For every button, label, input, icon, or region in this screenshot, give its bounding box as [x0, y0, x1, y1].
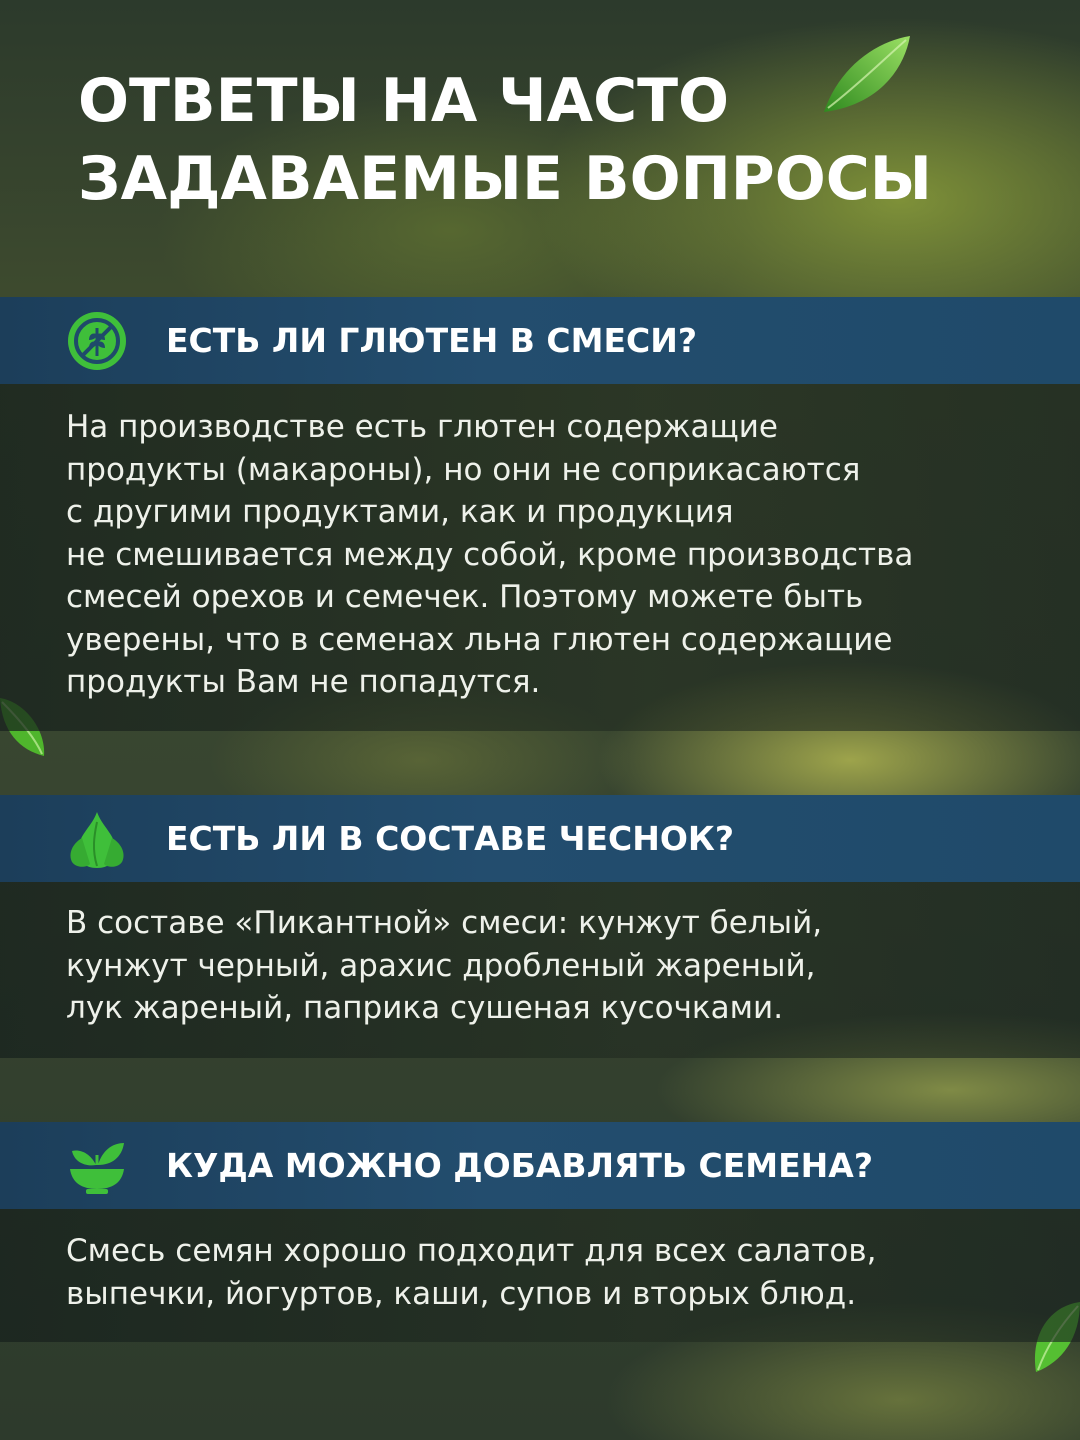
- faq-answer-1: [66, 406, 1056, 704]
- page-title-line-2: ЗАДАВАЕМЫЕ ВОПРОСЫ: [78, 144, 932, 214]
- faq-question-2: ЕСТЬ ЛИ В СОСТАВЕ ЧЕСНОК?: [166, 819, 735, 858]
- answer-line: кунжут черный, арахис дробленый жареный,: [66, 947, 816, 984]
- faq-answer-panel-3: [0, 1209, 1080, 1342]
- answer-line: с другими продуктами, как и продукция: [66, 494, 734, 530]
- leaf-icon: [818, 30, 918, 120]
- faq-answer-3: [66, 1230, 1056, 1315]
- faq-answer-panel-2: [0, 882, 1080, 1058]
- answer-line: смесей орехов и семечек. Поэтому можете быть: [66, 579, 864, 615]
- gluten-free-icon: [66, 310, 128, 372]
- garlic-icon: [66, 808, 128, 870]
- faq-answer-2: [66, 902, 1056, 1030]
- faq-question-1: ЕСТЬ ЛИ ГЛЮТЕН В СМЕСИ?: [166, 321, 697, 360]
- faq-answer-panel-1: [0, 384, 1080, 731]
- answer-line: Смесь семян хорошо подходит для всех салатов,: [66, 1233, 877, 1269]
- answer-line: лук жареный, паприка сушеная кусочками.: [66, 990, 784, 1026]
- answer-line: не смешивается между собой, кроме производства: [66, 536, 914, 573]
- page-title-line-1: ОТВЕТЫ НА ЧАСТО: [78, 66, 730, 136]
- faq-question-3: КУДА МОЖНО ДОБАВЛЯТЬ СЕМЕНА?: [166, 1146, 873, 1185]
- faq-question-bar-3: [0, 1122, 1080, 1209]
- salad-bowl-icon: [66, 1135, 128, 1197]
- faq-question-bar-2: [0, 795, 1080, 882]
- answer-line: продукты Вам не попадутся.: [66, 664, 541, 700]
- answer-line: продукты (макароны), но они не соприкасаются: [66, 451, 861, 488]
- faq-question-bar-1: [0, 297, 1080, 384]
- answer-line: уверены, что в семенах льна глютен содержащие: [66, 621, 893, 658]
- answer-line: выпечки, йогуртов, каши, супов и вторых блюд.: [66, 1275, 857, 1312]
- answer-line: На производстве есть глютен содержащие: [66, 409, 778, 445]
- answer-line: В составе «Пикантной» смеси: кунжут белый,: [66, 905, 823, 941]
